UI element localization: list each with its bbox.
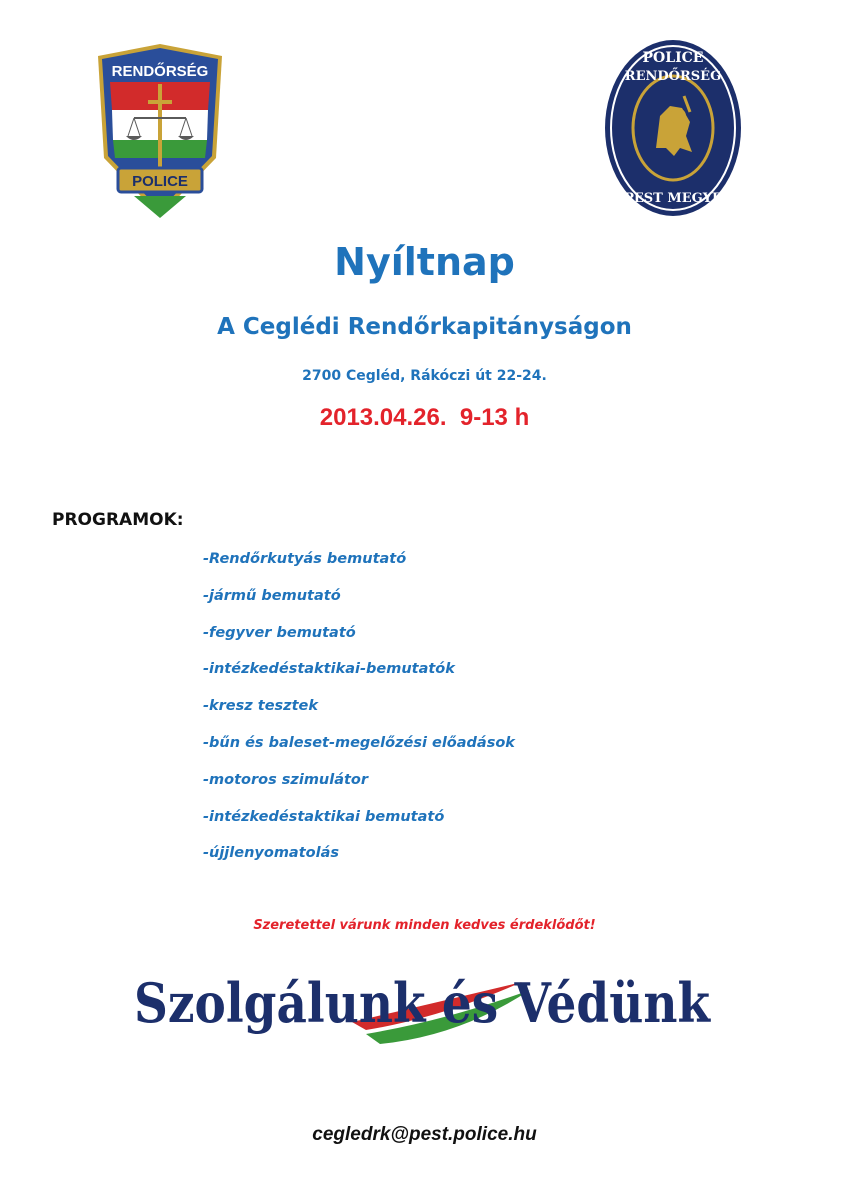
program-item: -bűn és baleset-megelőzési előadások <box>203 734 515 751</box>
program-item: -Rendőrkutyás bemutató <box>203 551 407 567</box>
program-item: -kresz tesztek <box>203 698 319 715</box>
left-logo-police-text: POLICE <box>132 173 188 190</box>
program-item: -jármű bemutató <box>203 587 341 604</box>
rendorseg-shield-logo <box>90 40 230 220</box>
program-item: -motoros szimulátor <box>203 771 369 788</box>
program-item: -intézkedéstaktikai bemutató <box>203 808 445 825</box>
left-logo-text: RENDŐRSÉG <box>111 63 209 80</box>
event-date: 2013.04.26. 9-13 h <box>319 404 530 431</box>
page-subtitle: A Ceglédi Rendőrkapitányságon <box>217 314 632 340</box>
right-logo-pest-megye-text: PEST MEGYE <box>624 191 722 206</box>
pest-megye-badge-logo <box>598 36 748 220</box>
slogan-text: Szolgálunk és Védünk <box>134 971 712 1035</box>
right-logo-police-text: POLICE <box>642 50 704 66</box>
program-list <box>203 548 515 879</box>
welcome-message: Szeretettel várunk minden kedves érdeklődőt! <box>253 918 596 933</box>
program-item: -intézkedéstaktikai-bemutatók <box>203 661 455 678</box>
page-title: Nyíltnap <box>334 240 515 284</box>
right-logo-rendorseg-text: RENDŐRSÉG <box>624 69 722 84</box>
slogan-logo <box>130 960 720 1060</box>
address-line: 2700 Cegléd, Rákóczi út 22-24. <box>302 368 547 384</box>
programs-heading: PROGRAMOK: <box>52 510 184 530</box>
program-item: -újjlenyomatolás <box>203 845 339 862</box>
contact-email: cegledrk@pest.police.hu <box>312 1124 537 1145</box>
program-item: -fegyver bemutató <box>203 624 356 641</box>
